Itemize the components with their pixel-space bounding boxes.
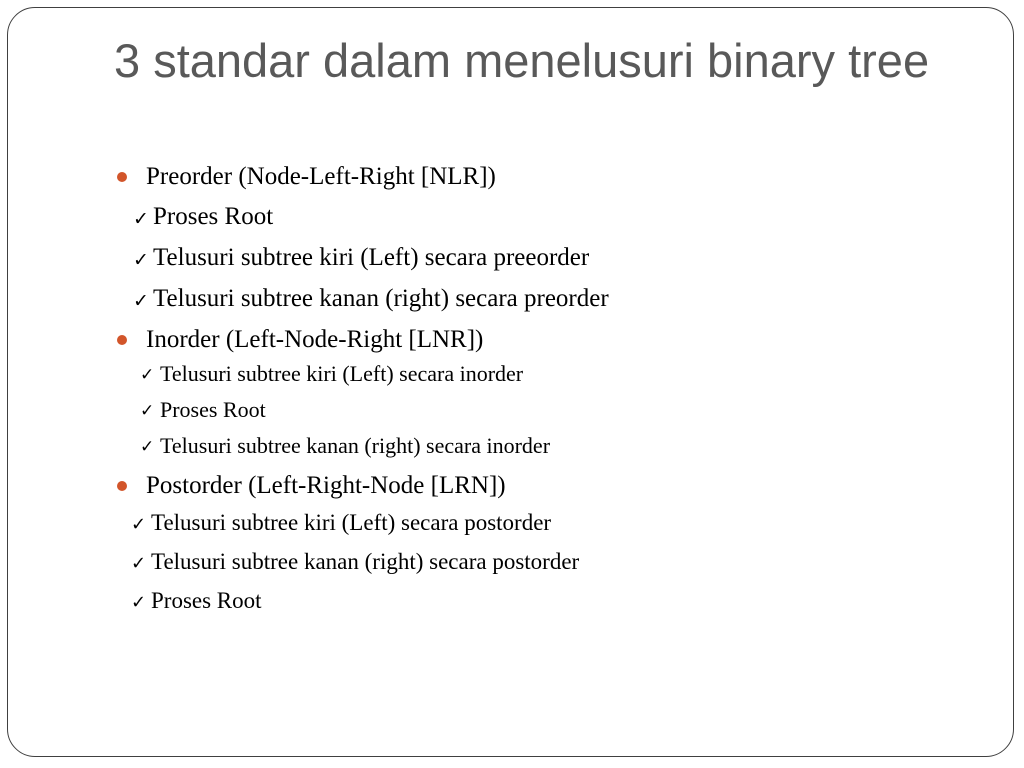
sub-item-text: Telusuri subtree kiri (Left) secara postorder — [151, 510, 552, 535]
slide-content — [113, 162, 973, 626]
sub-item-text: Telusuri subtree kanan (right) secara postorder — [151, 549, 580, 574]
section-inorder — [113, 325, 973, 459]
checkmark-icon: ✓ — [131, 553, 147, 574]
sub-item-text: Proses Root — [160, 397, 266, 422]
sub-item-text: Telusuri subtree kanan (right) secara inorder — [160, 433, 551, 458]
checkmark-icon: ✓ — [133, 208, 149, 230]
sub-item-text: Proses Root — [151, 588, 262, 613]
section-heading: Inorder (Left-Node-Right [LNR]) — [146, 326, 484, 353]
sub-item — [113, 243, 973, 273]
sub-item — [113, 284, 973, 314]
checkmark-icon: ✓ — [140, 437, 155, 457]
bullet-dot-icon — [117, 172, 127, 182]
sub-item — [113, 202, 973, 232]
sub-item — [113, 433, 973, 459]
sub-item-text: Telusuri subtree kiri (Left) secara inorder — [160, 361, 524, 386]
sub-item-text: Proses Root — [153, 203, 274, 230]
bullet-item — [113, 325, 973, 355]
sub-item — [113, 361, 973, 387]
sub-item — [113, 509, 973, 537]
bullet-item — [113, 162, 973, 192]
checkmark-icon: ✓ — [131, 514, 147, 535]
section-heading: Postorder (Left-Right-Node [LRN]) — [146, 472, 506, 499]
section-heading: Preorder (Node-Left-Right [NLR]) — [146, 163, 496, 190]
section-postorder — [113, 471, 973, 615]
section-preorder — [113, 162, 973, 314]
sub-item — [113, 397, 973, 423]
sub-item-text: Telusuri subtree kanan (right) secara preorder — [153, 285, 609, 312]
checkmark-icon: ✓ — [140, 365, 155, 385]
slide-title: 3 standar dalam menelusuri binary tree — [114, 34, 930, 87]
bullet-item — [113, 471, 973, 501]
bullet-dot-icon — [117, 335, 127, 345]
checkmark-icon: ✓ — [140, 401, 155, 421]
sub-item-text: Telusuri subtree kiri (Left) secara preeorder — [153, 244, 590, 271]
checkmark-icon: ✓ — [133, 249, 149, 271]
sub-item — [113, 548, 973, 576]
slide — [7, 7, 1014, 757]
checkmark-icon: ✓ — [131, 592, 147, 613]
bullet-dot-icon — [117, 481, 127, 491]
checkmark-icon: ✓ — [133, 290, 149, 312]
sub-item — [113, 587, 973, 615]
